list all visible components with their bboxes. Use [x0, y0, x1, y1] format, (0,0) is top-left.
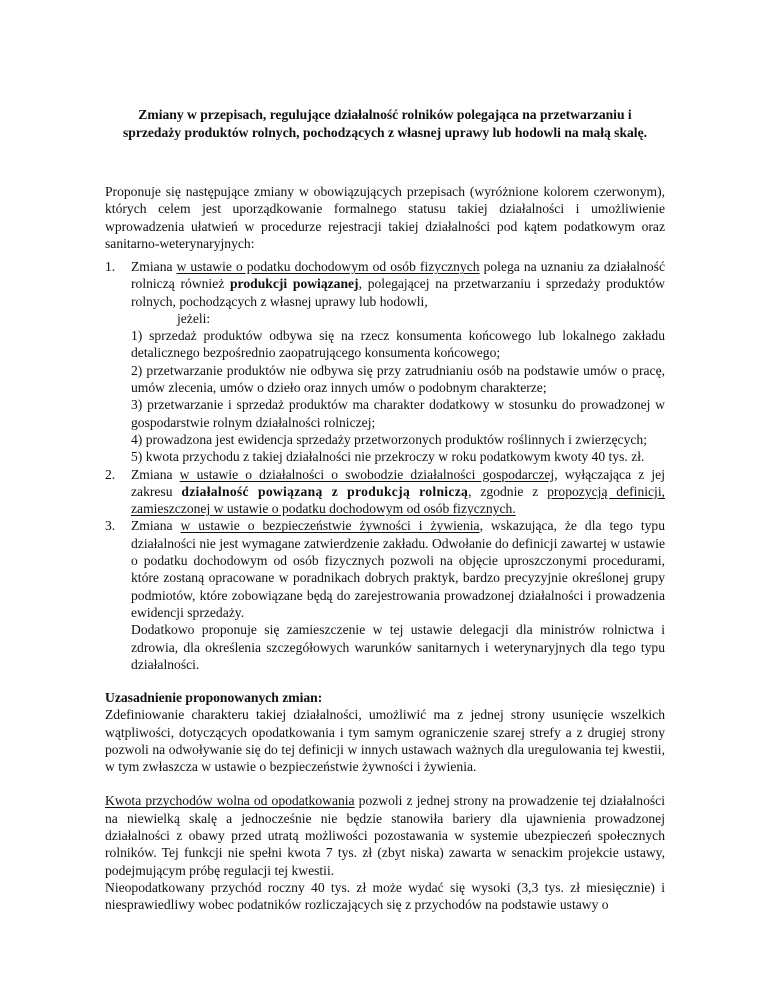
related-production-term: produkcji powiązanej: [230, 276, 359, 292]
amendment-item-2: 2. Zmiana w ustawie o działalności o swobodzie działalności gospodarczej, wyłączająca z jej zakresu działalność powiązaną z produkcją rolniczą, zgodnie z propozycją definicji, zamieszczonej w ustawie o podatku dochodowym od osób fizycznych.: [105, 466, 665, 517]
justification-heading: Uzasadnienie proponowanych zmian:: [105, 690, 323, 705]
condition-5: 5) kwota przychodu z takiej działalności nie przekroczy w roku podatkowym kwoty 40 tys. zł.: [131, 449, 645, 465]
tax-free-amount-term: Kwota przychodów wolna od opodatkowania: [105, 793, 355, 809]
definition-reference: propozycją definicji, zamieszczonej w ustawie o podatku dochodowym od osób fizycznych.: [131, 483, 665, 517]
amendment-item-1: 1. Zmiana w ustawie o podatku dochodowym od osób fizycznych polega na uznaniu za działalność rolniczą również produkcji powiązanej, polegającej na przetwarzaniu i sprzedaży produktów rolnych, pochodzących z własnej uprawy lub hodowli, jeżeli: 1) sprzedaż produktów odbywa się na rzecz konsumenta końcowego lub lokalnego zakładu detalicznego bezpośrednio zaopatrującego konsumenta końcowego; 2) przetwarzanie produktów nie odbywa się przy zatrudnianiu osób na podstawie umów o pracę, umów zlecenia, umów o dzieło oraz innych umów o podobnym charakterze; 3) przetwarzanie i sprzedaż produktów ma charakter dodatkowy w stosunku do prowadzonej w gospodarstwie rolnym działalności rolniczej; 4) prowadzona jest ewidencja sprzedaży przetworzonych produktów roślinnych i zwierzęcych; 5) kwota przychodu z takiej działalności nie przekroczy w roku podatkowym kwoty 40 tys. zł.: [105, 259, 665, 465]
condition-3: 3) przetwarzanie i sprzedaż produktów ma charakter dodatkowy w stosunku do prowadzonej w gospodarstwie rolnym działalności rolniczej;: [131, 397, 665, 430]
additional-proposal: Dodatkowo proponuje się zamieszczenie w tej ustawie delegacji dla ministrów rolnictwa i zdrowia, dla określenia szczegółowych warunków sanitarnych i weterynaryjnych dla tego typu działalności.: [131, 622, 665, 672]
condition-1: 1) sprzedaż produktów odbywa się na rzecz konsumenta końcowego lub lokalnego zakładu detalicznego bezpośrednio zaopatrującego konsumenta końcowego;: [131, 328, 665, 361]
condition-4: 4) prowadzona jest ewidencja sprzedaży przetworzonych produktów roślinnych i zwierzęcych;: [131, 431, 647, 447]
act-reference-pit: w ustawie o podatku dochodowym od osób fizycznych: [176, 259, 480, 274]
intro-paragraph: Proponuje się następujące zmiany w obowiązujących przepisach (wyróżnione kolorem czerwonym), których celem jest uporządkowanie formalnego statusu takiej działalności i umożliwienie wprowadzenia ułatwień w procedurze rejestracji takiej działalności pod kątem podatkowym oraz sanitarno-weterynaryjnych:: [105, 184, 665, 251]
justification-section: [105, 689, 665, 914]
list-number: 1.: [105, 259, 116, 274]
list-number: 3.: [105, 518, 116, 534]
amendments-list: [105, 258, 665, 673]
document-title: Zmiany w przepisach, regulujące działalność rolników polegająca na przetwarzaniu i sprzedaży produktów rolnych, pochodzących z własnej uprawy lub hodowli na małą skalę.: [122, 107, 648, 140]
conditions-lead: jeżeli:: [177, 310, 211, 326]
justification-paragraph-2: Kwota przychodów wolna od opodatkowania pozwoli z jednej strony na prowadzenie tej działalności na niewielką skalę a jednocześnie nie będzie stanowiła bariery dla ujawnienia prowadzonej działalności z obawy przed utratą możliwości pozostawania w systemie ubezpieczeń społecznych rolników. Tej funkcji nie spełni kwota 7 tys. zł (zbyt niska) zawarta w senackim projekcie ustawy, podejmującym próbę regulacji tej kwestii.: [105, 793, 665, 878]
act-reference-business: w ustawie o działalności o swobodzie działalności gospodarczej: [179, 466, 555, 482]
justification-paragraph-1: Zdefiniowanie charakteru takiej działalności, umożliwić ma z jednej strony usunięcie wszelkich wątpliwości, dotyczących opodatkowania i tym samym ograniczenie szarej strefy a z drugiej strony pozwoli na odwoływanie się do tej definicji w innych ustawach ważnych dla uregulowania tej kwestii, w tym zwłaszcza w ustawie o bezpieczeństwie żywności i żywienia.: [105, 707, 665, 775]
justification-paragraph-3: Nieopodatkowany przychód roczny 40 tys. zł może wydać się wysoki (3,3 tys. zł miesięcznie) i niesprawiedliwy wobec podatników rozliczających się z przychodów na podstawie ustawy o: [105, 879, 665, 913]
list-number: 2.: [105, 466, 116, 482]
amendment-item-3: 3. Zmiana w ustawie o bezpieczeństwie żywności i żywienia, wskazująca, że dla tego typu działalności nie jest wymagane zatwierdzenie zakładu. Odwołanie do definicji zawartej w ustawie o podatku dochodowym od osób fizycznych pozwoli na objęcie uproszczonymi procedurami, które zostaną opracowane w poradnikach dobrych praktyk, bardzo precyzyjnie określonej grupy podmiotów, które zobowiązane będą do zarejestrowania prowadzonej działalności i prowadzenia ewidencji sprzedaży. Dodatkowo proponuje się zamieszczenie w tej ustawie delegacji dla ministrów rolnictwa i zdrowia, dla określenia szczegółowych warunków sanitarnych i weterynaryjnych dla tego typu działalności.: [105, 518, 665, 672]
condition-2: 2) przetwarzanie produktów nie odbywa się przy zatrudnianiu osób na podstawie umów o pracę, umów zlecenia, umów o dzieło oraz innych umów o podobnym charakterze;: [131, 362, 665, 396]
act-reference-food-safety: w ustawie o bezpieczeństwie żywności i żywienia: [180, 518, 480, 534]
related-agri-activity-term: działalność powiązaną z produkcją rolniczą: [181, 483, 469, 499]
